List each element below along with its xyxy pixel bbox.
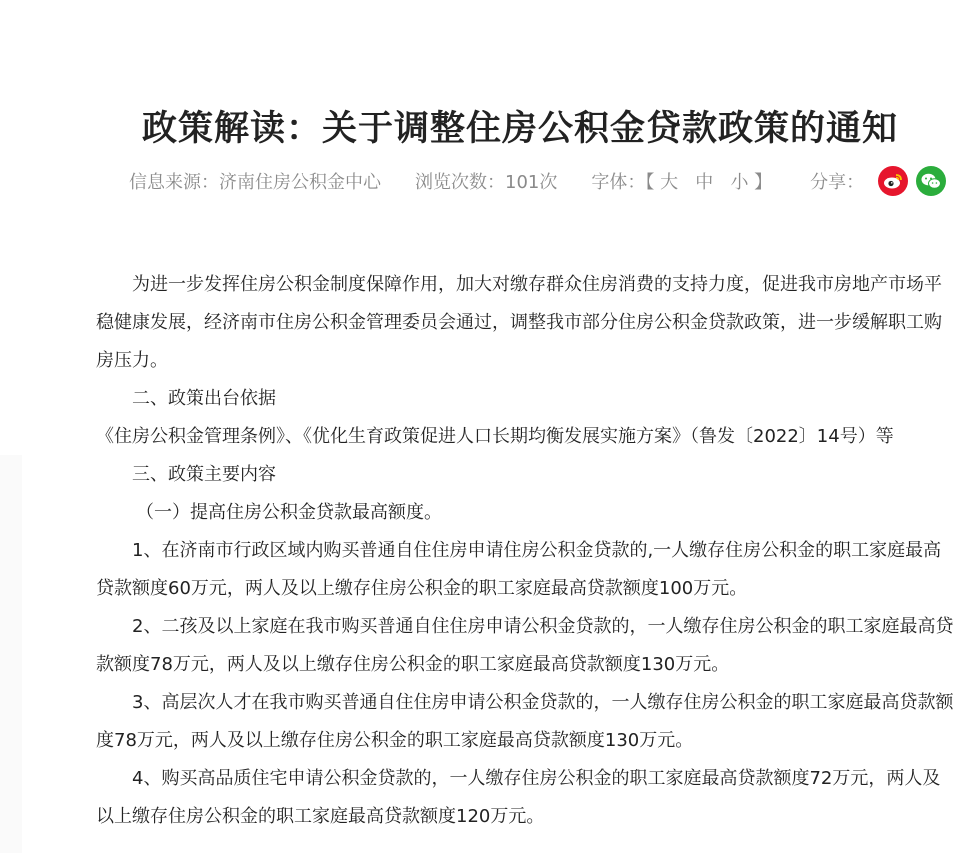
article-meta (129, 167, 954, 195)
font-size-close: 】 (754, 172, 773, 193)
basis-paragraph: 《住房公积金管理条例》、《优化生育政策促进人口长期均衡发展实施方案》（鲁发〔2022〕14号）等 (96, 426, 894, 447)
info-source: 信息来源：济南住房公积金中心 (129, 172, 381, 193)
policy-item: 3、高层次人才在我市购买普通自住住房申请公积金贷款的，一人缴存住房公积金的职工家庭最高贷款额度78万元，两人及以上缴存住房公积金的职工家庭最高贷款额度130万元。 (96, 692, 954, 751)
article-title: 政策解读：关于调整住房公积金贷款政策的通知 (141, 109, 898, 150)
share-label: 分享： (810, 172, 865, 193)
subsection-heading: （一）提高住房公积金贷款最高额度。 (136, 502, 442, 523)
article-body (96, 266, 956, 836)
font-medium-button[interactable]: 中 (695, 172, 714, 193)
policy-item: 1、在济南市行政区域内购买普通自住住房申请住房公积金贷款的,一人缴存住房公积金的职工家庭最高贷款额度60万元，两人及以上缴存住房公积金的职工家庭最高贷款额度100万元。 (96, 540, 942, 599)
wechat-icon[interactable] (916, 166, 946, 196)
intro-paragraph: 为进一步发挥住房公积金制度保障作用，加大对缴存群众住房消费的支持力度，促进我市房地产市场平稳健康发展，经济南市住房公积金管理委员会通过，调整我市部分住房公积金贷款政策，进一步缓解职工购房压力。 (96, 274, 942, 371)
policy-item: 2、二孩及以上家庭在我市购买普通自住住房申请公积金贷款的，一人缴存住房公积金的职工家庭最高贷款额度78万元，两人及以上缴存住房公积金的职工家庭最高贷款额度130万元。 (96, 616, 954, 675)
policy-item: 4、购买高品质住宅申请公积金贷款的，一人缴存住房公积金的职工家庭最高贷款额度72万元，两人及以上缴存住房公积金的职工家庭最高贷款额度120万元。 (96, 768, 941, 827)
view-count: 浏览次数：101次 (415, 172, 558, 193)
left-edge-strip (0, 455, 22, 853)
font-small-button[interactable]: 小 (730, 172, 749, 193)
section-heading-basis: 二、政策出台依据 (132, 388, 276, 409)
weibo-icon[interactable] (878, 166, 908, 196)
font-large-button[interactable]: 大 (660, 172, 679, 193)
font-size-control (591, 168, 772, 194)
section-heading-content: 三、政策主要内容 (132, 464, 276, 485)
font-size-label: 字体：【 (591, 172, 655, 193)
